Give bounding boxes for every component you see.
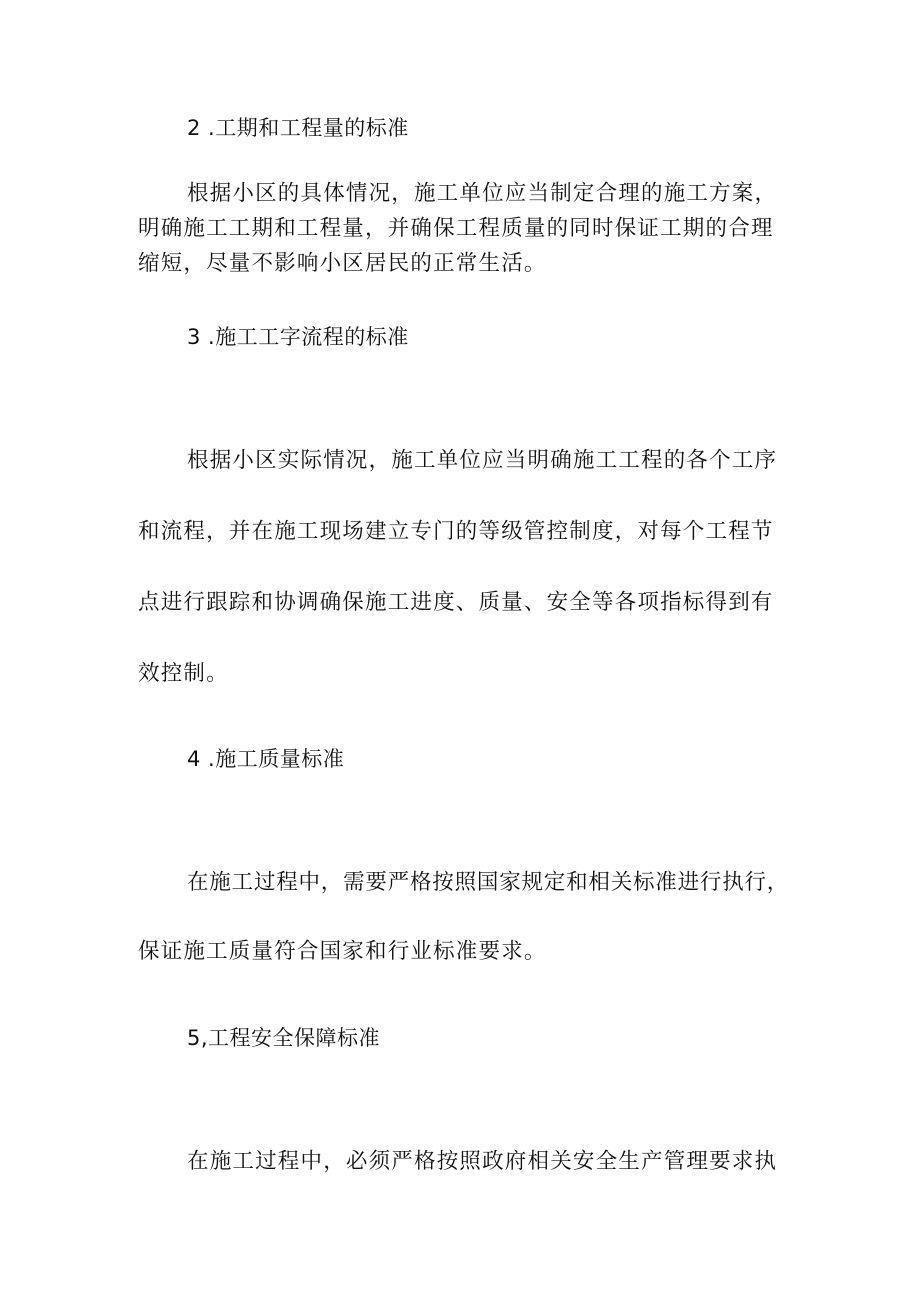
- section-heading: 2 .工期和工程量的标准: [187, 116, 409, 140]
- paragraph-line: 根据小区实际情况，施工单位应当明确施工工程的各个工序: [187, 448, 778, 473]
- section-heading: 5,工程安全保障标准: [187, 1026, 381, 1050]
- paragraph-line: 根据小区的具体情况，施工单位应当制定合理的施工方案，: [187, 181, 778, 206]
- section-heading: 4 .施工质量标准: [187, 747, 345, 771]
- paragraph-line: 在施工过程中，必须严格按照政府相关安全生产管理要求执: [187, 1149, 778, 1174]
- paragraph-line: 明确施工工期和工程量，并确保工程质量的同时保证工期的合理: [138, 216, 774, 241]
- paragraph-line: 缩短，尽量不影响小区居民的正常生活。: [138, 251, 547, 276]
- section-heading: 3 .施工工字流程的标准: [187, 325, 409, 349]
- paragraph-line: 保证施工质量符合国家和行业标准要求。: [138, 939, 547, 964]
- paragraph-line: 效控制。: [138, 661, 229, 686]
- paragraph-line: 和流程，并在施工现场建立专门的等级管控制度，对每个工程节: [138, 519, 774, 544]
- paragraph-line: 在施工过程中，需要严格按照国家规定和相关标准进行执行，: [187, 870, 790, 895]
- paragraph-line: 点进行跟踪和协调确保施工进度、质量、安全等各项指标得到有: [138, 590, 774, 615]
